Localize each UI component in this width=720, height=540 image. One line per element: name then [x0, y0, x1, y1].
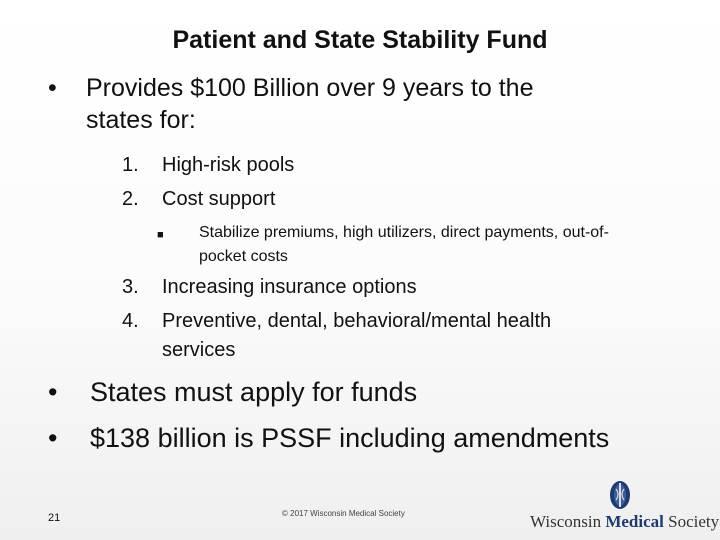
bullet-dot-icon: •	[48, 377, 58, 407]
bullet-dot-icon: •	[48, 74, 57, 102]
society-emblem-icon	[608, 480, 632, 510]
square-bullet-icon: ■	[157, 229, 164, 241]
list-item-number: 3.	[122, 276, 139, 298]
list-item-number: 2.	[122, 188, 139, 210]
list-item-text: Cost support	[162, 188, 276, 210]
logo-word-wisconsin: Wisconsin	[530, 512, 602, 531]
logo-word-medical: Medical	[605, 512, 664, 531]
slide-title: Patient and State Stability Fund	[172, 26, 548, 54]
society-logo-text	[530, 512, 720, 532]
bullet-states-apply-text: States must apply for funds	[90, 377, 418, 407]
bullet-states-apply	[48, 376, 688, 408]
logo-word-society: Society	[668, 512, 720, 531]
sub-item-line2: pocket costs	[199, 248, 288, 265]
page-number: 21	[48, 512, 61, 524]
list-item-text: High-risk pools	[162, 154, 295, 176]
bullet-provides-line1: Provides $100 Billion over 9 years to the	[86, 74, 534, 102]
bullet-pssf-amount-text: $138 billion is PSSF including amendments	[90, 423, 610, 453]
list-item-text: Preventive, dental, behavioral/mental health services	[162, 310, 552, 361]
sub-item-line1: Stabilize premiums, high utilizers, direct payments, out-of-	[199, 224, 609, 241]
copyright-notice: © 2017 Wisconsin Medical Society	[282, 509, 405, 518]
list-item-number: 1.	[122, 154, 139, 176]
bullet-provides-line2: states for:	[86, 106, 196, 134]
society-logo	[530, 480, 720, 531]
bullet-dot-icon: •	[48, 423, 58, 453]
list-item-text: Increasing insurance options	[162, 276, 417, 298]
bullet-provides	[48, 72, 688, 136]
list-item-number: 4.	[122, 310, 139, 332]
bullet-pssf-amount	[48, 422, 708, 454]
